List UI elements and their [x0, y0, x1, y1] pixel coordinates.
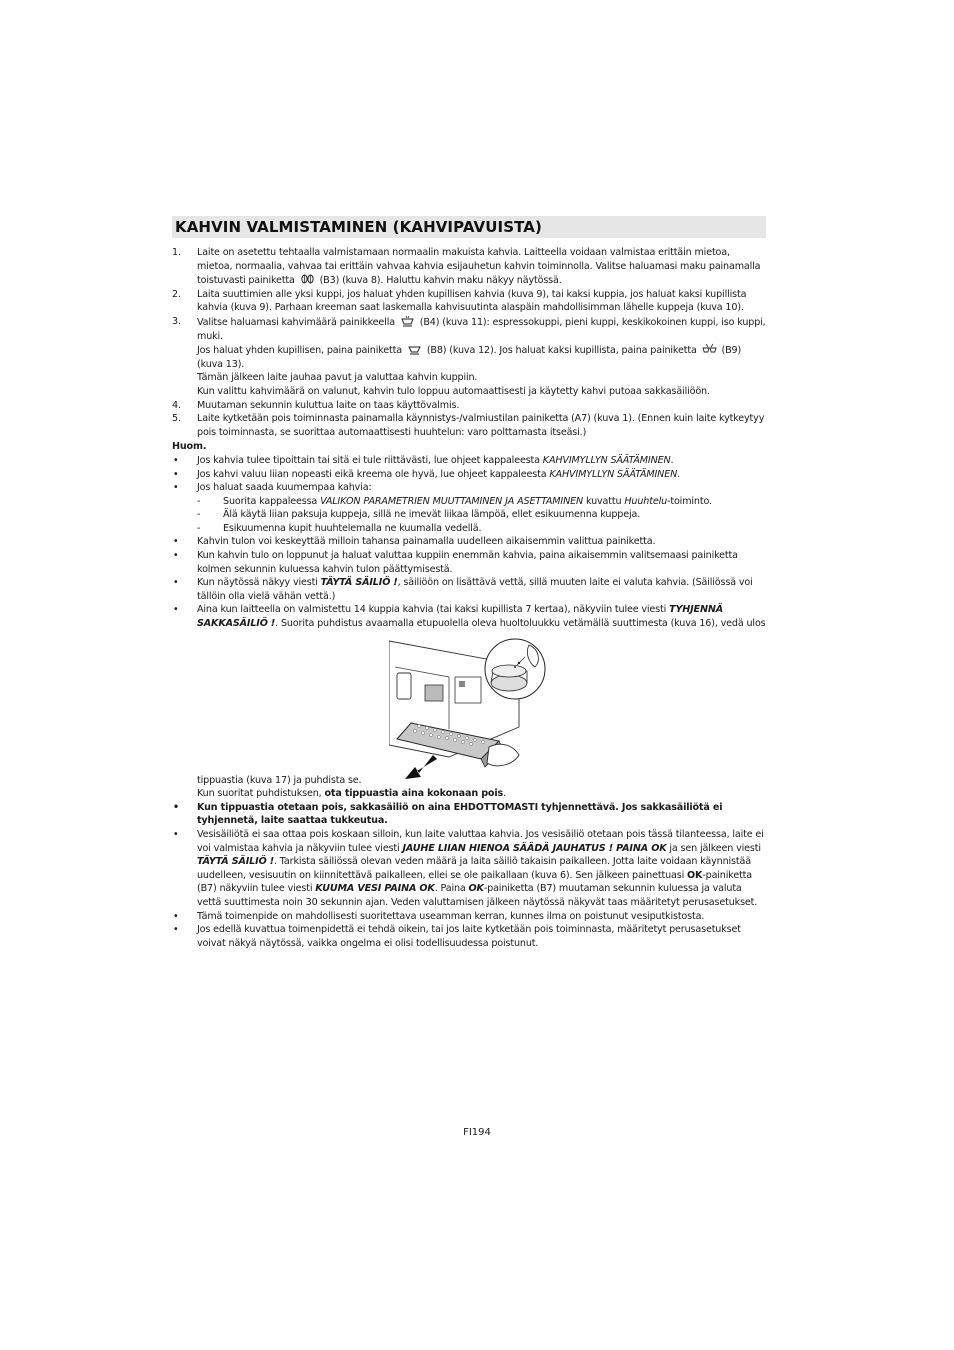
- step-detail-text: Jos haluat yhden kupillisen, paina painiketta: [197, 345, 402, 357]
- note-text: Kun suoritat puhdistuksen,: [197, 788, 325, 800]
- bullet: •: [173, 924, 179, 936]
- bullet: •: [173, 454, 179, 466]
- section-title: KAHVIN VALMISTAMINEN (KAHVIPAVUISTA): [172, 216, 766, 238]
- drip-tray-illustration: [389, 637, 551, 783]
- button-ref: OK: [468, 883, 484, 895]
- step-3-details: [172, 343, 766, 398]
- step-number: 3.: [172, 315, 181, 327]
- note-text: .: [503, 788, 506, 800]
- coffee-bean-icon: [300, 273, 315, 285]
- steps-list: [172, 246, 766, 343]
- single-cup-icon: [407, 343, 422, 355]
- list-item: [172, 603, 766, 800]
- note-text: Aina kun laitteella on valmistettu 14 kuppia kahvia (tai kaksi kupillista 7 kertaa), näkyviin tulee viesti: [197, 604, 670, 616]
- step-item: [172, 288, 766, 315]
- note-text: Esikuumenna kupit huuhtelemalla ne kuumalla vedellä.: [223, 522, 482, 534]
- note-ref: KAHVIMYLLYN SÄÄTÄMINEN: [542, 454, 671, 466]
- bullet: •: [173, 801, 179, 813]
- list-item: [172, 576, 766, 603]
- note-text: Kun näytössä näkyy viesti: [197, 577, 321, 589]
- sub-list-item: [197, 495, 766, 509]
- step-detail-2: Tämän jälkeen laite jauhaa pavut ja valuttaa kahvin kuppiin.: [197, 372, 478, 384]
- bullet: •: [173, 468, 179, 480]
- step-text: Muutaman sekunnin kuluttua laite on taas käyttövalmis.: [197, 399, 460, 411]
- note-text: , säiliöön on lisättävä vettä, sillä muuten laite ei valuta kahvia. (Säiliössä voi tällöin olla vielä vähän vettä.): [197, 577, 753, 602]
- bullet: •: [173, 829, 179, 840]
- note-text: Älä käytä liian paksuja kuppeja, sillä ne imevät liikaa lämpöä, ellet esikuumenna kuppeja.: [223, 509, 641, 521]
- step-item: [172, 315, 766, 343]
- step-text: Laite on asetettu tehtaalla valmistamaan normaalin makuista kahvia. Laitteella voidaan valmistaa erittäin mietoa, mietoa, normaalia, vahvaa tai erittäin vahvaa kahvia esijauhetun kahvin toiminnolla. Valitse haluamasi maku painamalla toistuvasti painiketta: [197, 247, 761, 287]
- sub-list: [197, 495, 766, 536]
- note-text: . Tarkista säiliössä olevan veden määrä ja laita säiliö takaisin paikalleen. Jotta laite voidaan käynnistää uudelleen, vesisuutin on kiinnitettävä paikalleen, ellei se ole paikallaan (kuva 6). Sen jälkeen painettuasi: [197, 856, 751, 881]
- page-content: [172, 216, 766, 950]
- note-text: . Paina: [434, 883, 469, 895]
- note-text: ja sen jälkeen viesti: [666, 842, 761, 854]
- double-cup-icon: [702, 343, 717, 355]
- note-text: Vesisäiliötä ei saa ottaa pois koskaan silloin, kun laite valuttaa kahvia. Jos vesisäiliö otetaan pois tässä tilanteessa, laite ei voi valmistaa kahvia ja näkyviin tulee viesti: [197, 829, 764, 854]
- note-ref: KAHVIMYLLYN SÄÄTÄMINEN: [549, 468, 678, 480]
- note-text: Kahvin tulon voi keskeyttää milloin tahansa painamalla uudelleen aikaisemmin valittua painiketta.: [197, 536, 656, 548]
- step-item: [172, 412, 766, 439]
- display-message: KUUMA VESI PAINA OK: [315, 883, 435, 895]
- note-text: Tämä toimenpide on mahdollisesti suoritettava useamman kerran, kunnes ilma on poistunut vesiputkistosta.: [197, 910, 705, 922]
- note-text: Jos edellä kuvattua toimenpidettä ei tehdä oikein, tai jos laite kytketään pois toiminnasta, määritetyt perusasetukset voivat näkyä näytössä, vaikka ongelma ei olisi todellisuudessa poistunut.: [197, 924, 741, 949]
- bullet: •: [173, 604, 179, 616]
- step-detail-text: (B8) (kuva 12). Jos haluat kaksi kupillista, paina painiketta: [426, 345, 697, 357]
- note-text: -toiminto.: [667, 495, 712, 507]
- warning-text: Kun tippuastia otetaan pois, sakkasäiliö on aina EHDOTTOMASTI tyhjennettävä. Jos sakkasäiliötä ei tyhjennetä, laite saattaa tukkeutua.: [197, 801, 723, 827]
- bullet: •: [173, 536, 179, 548]
- list-item: [172, 910, 766, 924]
- display-message: TÄYTÄ SÄILIÖ !: [197, 856, 274, 868]
- note-text: -painiketta (B7) näkyviin tulee viesti: [197, 869, 753, 895]
- emphasis-text: ota tippuastia aina kokonaan pois: [324, 788, 504, 800]
- bullet: •: [173, 550, 179, 562]
- note-ref: Huuhtelu: [624, 495, 668, 507]
- step-number: 1.: [172, 247, 181, 258]
- note-text: .: [670, 454, 674, 466]
- step-text: Laita suuttimien alle yksi kuppi, jos haluat yhden kupillisen kahvia (kuva 9), tai kaksi kuppia, jos haluat kaksi kupillista kahvia (kuva 9). Parhaan kreeman saat laskemalla kahvisuutinta alaspäin mahdollisimman lähelle kuppeja (kuva 10).: [197, 288, 747, 314]
- list-item: [172, 923, 766, 950]
- dash: -: [197, 509, 201, 521]
- display-message: TYHJENNÄ SAKKASÄILIÖ !: [197, 604, 723, 630]
- display-message: TÄYTÄ SÄILIÖ !: [320, 577, 398, 589]
- figure-caption-text: [197, 787, 766, 801]
- note-text: Kun kahvin tulo on loppunut ja haluat valuttaa kuppiin enemmän kahvia, paina aikaisemmin valitsemaasi painiketta kolmen sekunnin kuluessa kahvin tulon päättymisestä.: [197, 550, 738, 575]
- notes-list: [172, 454, 766, 950]
- button-ref: OK: [687, 869, 703, 881]
- note-text: kuvattu: [583, 495, 625, 507]
- note-text: Jos kahvi valuu liian nopeasti eikä kreema ole hyvä, lue ohjeet kappaleesta: [197, 468, 550, 480]
- note-text: . Suorita puhdistus avaamalla etupuolella oleva huoltoluukku vetämällä suuttimesta (kuva 16), vedä ulos tippuastia (kuva 17) ja puhdista se.: [197, 618, 766, 786]
- body-text: [172, 246, 766, 950]
- list-item: [172, 454, 766, 468]
- note-text: Suorita kappaleessa: [223, 495, 321, 507]
- step-text: Laite kytketään pois toiminnasta painamalla käynnistys-/valmiustilan painiketta (A7) (kuva 1). (Ennen kuin laite kytkeytyy pois toiminnasta, se suorittaa automaattisesti huuhtelun: varo polttamasta itseäsi.): [197, 413, 765, 438]
- display-message: JAUHE LIIAN HIENOA SÄÄDÄ JAUHATUS ! PAINA OK: [402, 842, 667, 854]
- list-item: [172, 549, 766, 576]
- step-detail-3: Kun valittu kahvimäärä on valunut, kahvin tulo loppuu automaattisesti ja käytetty kahvi putoaa sakkasäiliöön.: [197, 385, 710, 397]
- note-text: Jos haluat saada kuumempaa kahvia:: [197, 482, 372, 494]
- list-item: [172, 468, 766, 482]
- note-text: -painiketta (B7) muutaman sekunnin kuluessa ja valuta vettä suuttimesta noin 30 sekunnin ajan. Veden valuttamisen jälkeen näytössä näkyvät taas määritetyt perusasetukset.: [197, 883, 758, 908]
- steps-list-cont: [172, 399, 766, 440]
- bullet: •: [173, 910, 179, 922]
- list-item: [172, 535, 766, 549]
- step-detail-text: (B9) (kuva 13).: [197, 345, 742, 370]
- step-text: (B3) (kuva 8). Haluttu kahvin maku näkyy näytössä.: [319, 275, 562, 287]
- step-number: 5.: [172, 413, 181, 425]
- step-detail-1: [197, 343, 766, 371]
- step-item: [172, 246, 766, 288]
- sub-list-item: [197, 508, 766, 522]
- dash: -: [197, 495, 201, 507]
- bullet: •: [173, 577, 179, 589]
- sub-list-item: [197, 522, 766, 536]
- list-item: [172, 828, 766, 910]
- note-text: .: [677, 468, 681, 480]
- cup-size-icon: [400, 315, 415, 327]
- dash: -: [197, 522, 201, 534]
- step-number: 4.: [172, 399, 181, 411]
- list-item: [172, 801, 766, 828]
- page-number: FI194: [463, 1127, 491, 1138]
- list-item: [172, 481, 766, 535]
- note-text: Jos kahvia tulee tipoittain tai sitä ei tule riittävästi, lue ohjeet kappaleesta: [197, 454, 543, 466]
- step-item: [172, 399, 766, 413]
- bullet: •: [173, 482, 179, 494]
- note-ref: VALIKON PARAMETRIEN MUUTTAMINEN JA ASETTAMINEN: [320, 495, 584, 507]
- step-text: Valitse haluamasi kahvimäärä painikkeella: [197, 316, 395, 328]
- step-text: (B4) (kuva 11): espressokuppi, pieni kuppi, keskikokoinen kuppi, iso kuppi, muki.: [197, 316, 766, 342]
- step-number: 2.: [172, 288, 181, 300]
- note-heading: Huom.: [172, 441, 207, 453]
